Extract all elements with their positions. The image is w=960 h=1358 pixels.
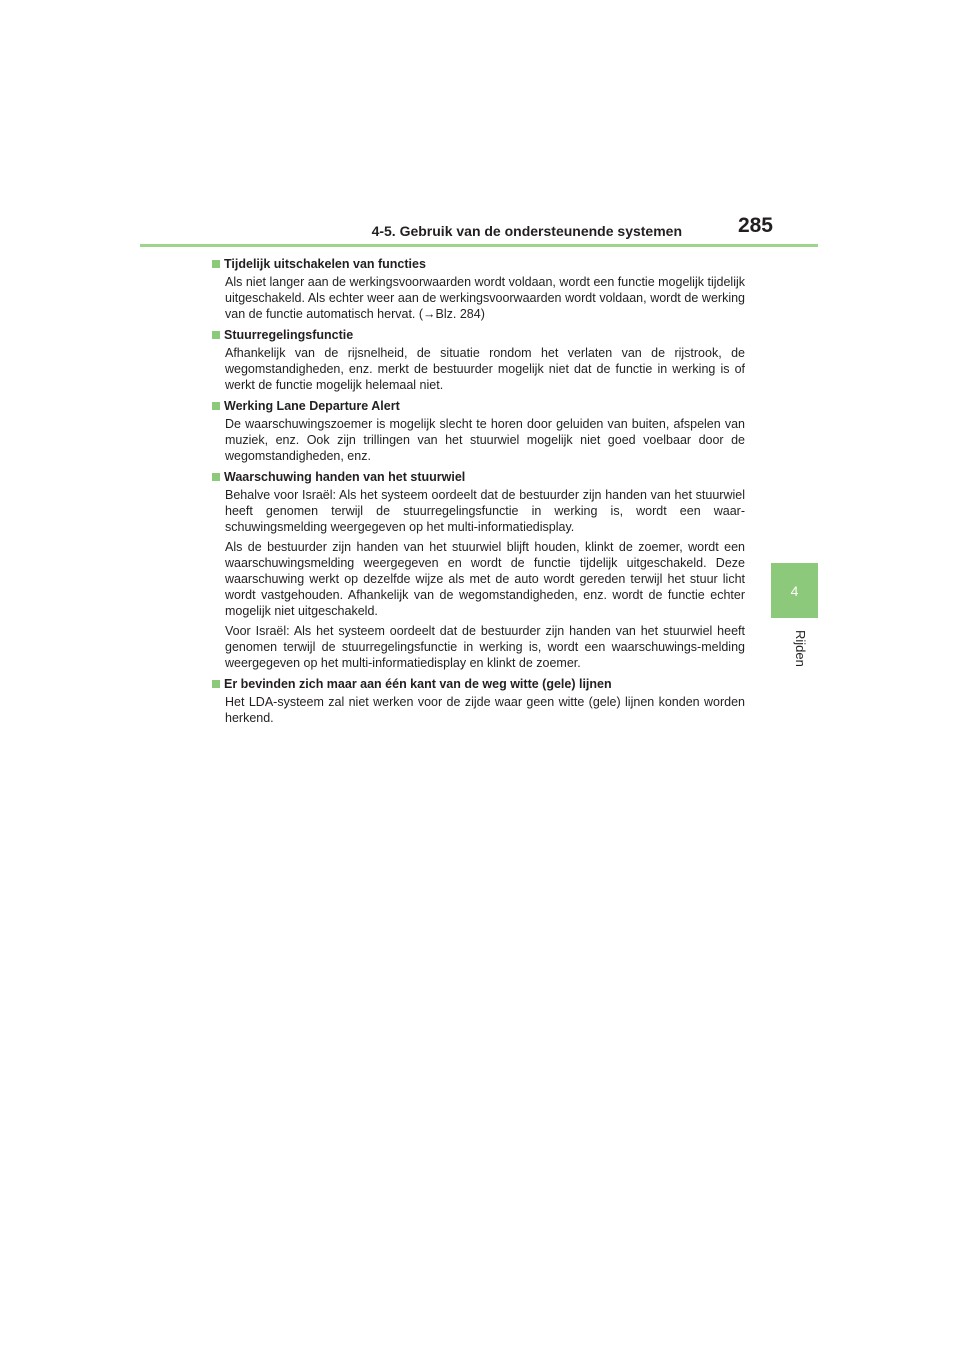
section-heading-text: Er bevinden zich maar aan één kant van de weg witte (gele) lijnen: [224, 677, 612, 691]
section-heading: [212, 676, 745, 692]
page-number: 285: [737, 214, 773, 237]
square-bullet-icon: [212, 331, 220, 339]
section-one-side-lines: [212, 676, 745, 726]
paragraph: Als de bestuurder zijn handen van het stuurwiel blijft houden, klinkt de zoemer, wordt een waarschuwingsmelding weergegeven en wordt de functie tijdelijk uitgeschakeld. Deze waarschuwing werkt op dezelfde wijze als met de auto wordt gereden terwijl het stuur licht wordt vastgehouden. Afhankelijk van de wegomstandigheden, enz. wordt de functie echter mogelijk niet uitgeschakeld.: [225, 540, 745, 618]
square-bullet-icon: [212, 680, 220, 688]
paragraph: Afhankelijk van de rijsnelheid, de situatie rondom het verlaten van de rijstrook, de wegomstandigheden, enz. merkt de bestuurder mogelijk niet dat de functie in werking is of werkt de functie mogelijk helemaal niet.: [225, 346, 745, 392]
page-header: [140, 214, 820, 246]
section-heading-text: Tijdelijk uitschakelen van functies: [224, 257, 426, 271]
header-divider: [140, 244, 818, 247]
section-heading: [212, 469, 745, 485]
section-hands-off-warning: [212, 469, 745, 671]
paragraph: Behalve voor Israël: Als het systeem oordeelt dat de bestuurder zijn handen van het stuurwiel heeft genomen terwijl de stuurregelingsfunctie in werking is, wordt een waar-schuwingsmelding weergegeven op het multi-informatiedisplay.: [225, 488, 745, 534]
section-temporary-disable: [212, 256, 745, 322]
paragraph: De waarschuwingszoemer is mogelijk slecht te horen door geluiden van buiten, afspelen van muziek, enz. Ook zijn trillingen van het stuurwiel mogelijk niet goed voelbaar door de wegomstandigheden, enz.: [225, 417, 745, 463]
paragraph: Als niet langer aan de werkingsvoorwaarden wordt voldaan, wordt een functie mogelijk tijdelijk uitgeschakeld. Als echter weer aan de werkingsvoorwaarden wordt voldaan, wordt de werking van de functie automatisch hervat. (→Blz. 284): [225, 275, 745, 321]
page-content: [212, 256, 745, 731]
section-heading-text: Waarschuwing handen van het stuurwiel: [224, 470, 466, 484]
square-bullet-icon: [212, 260, 220, 268]
section-steering-control: [212, 327, 745, 393]
section-title: 4-5. Gebruik van de ondersteunende systemen: [371, 223, 682, 239]
chapter-number: 4: [790, 582, 799, 599]
chapter-label: Rijden: [793, 630, 808, 667]
chapter-tab: [771, 563, 818, 618]
paragraph: Het LDA-systeem zal niet werken voor de zijde waar geen witte (gele) lijnen konden worden herkend.: [225, 695, 745, 725]
section-heading: [212, 327, 745, 343]
section-heading: [212, 398, 745, 414]
section-lane-departure-alert: [212, 398, 745, 464]
paragraph: Voor Israël: Als het systeem oordeelt dat de bestuurder zijn handen van het stuurwiel heeft genomen terwijl de stuurregelingsfunctie in werking is, wordt een waarschuwings-melding weergegeven op het multi-informatiedisplay en klinkt de zoemer.: [225, 624, 745, 670]
square-bullet-icon: [212, 402, 220, 410]
square-bullet-icon: [212, 473, 220, 481]
section-heading-text: Werking Lane Departure Alert: [224, 399, 400, 413]
section-heading-text: Stuurregelingsfunctie: [224, 328, 354, 342]
section-heading: [212, 256, 745, 272]
